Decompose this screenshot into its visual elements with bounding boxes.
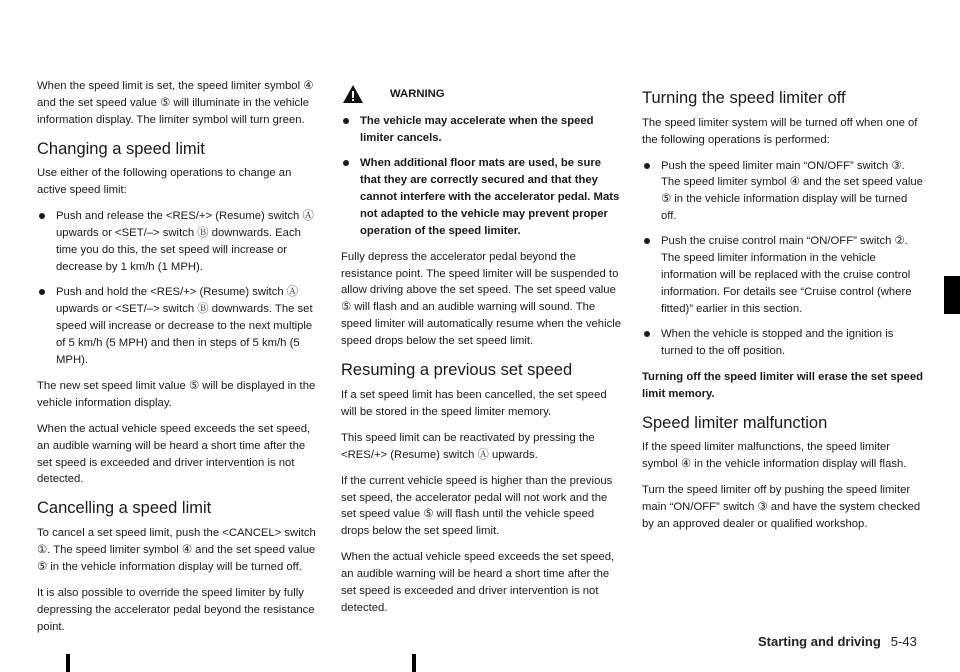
warning-header (341, 84, 623, 104)
intro-paragraph: When the speed limit is set, the speed limiter symbol ④ and the set speed value ⑤ will illuminate in the vehicle information display. The limiter symbol will turn green. (37, 80, 314, 126)
changing-paragraph: The new set speed limit value ⑤ will be displayed in the vehicle information display. (37, 379, 316, 409)
heading-cancelling-speed-limit: Cancelling a speed limit (37, 499, 212, 518)
changing-bullet-list (37, 208, 319, 368)
crop-mark (66, 654, 70, 672)
page-number: 5-43 (890, 634, 917, 649)
warning-bullet-list (341, 113, 623, 240)
cancelling-paragraph: To cancel a set speed limit, push the <CANCEL> switch ①. The speed limiter symbol ④ and the set speed value ⑤ in the vehicle information display will be turned off. (37, 527, 316, 573)
cancelling-paragraph: It is also possible to override the speed limiter by fully depressing the accelerator pedal beyond the resistance point. (37, 586, 315, 633)
resuming-paragraph: If the current vehicle speed is higher than the previous set speed, the accelerator pedal will not work and the set speed value ⑤ will flash until the vehicle speed drops below the set speed limit. (341, 474, 613, 538)
list-item: The vehicle may accelerate when the speed limiter cancels. (341, 113, 623, 147)
resuming-paragraph: When the actual vehicle speed exceeds the set speed, an audible warning will be heard a short time after the set speed is exceeded and driver intervention is not detected. (341, 551, 615, 615)
override-paragraph: Fully depress the accelerator pedal beyond the resistance point. The speed limiter will be suspended to allow driving above the set speed. The set speed value ⑤ will flash and an audible warning will sound. The speed limiter will automatically resume when the vehicle speed drops below the set speed limit. (341, 250, 622, 348)
column-right (642, 78, 924, 542)
column-left (37, 78, 319, 645)
list-item: When the vehicle is stopped and the ignition is turned to the off position. (642, 326, 924, 360)
list-item: When additional floor mats are used, be sure that they are correctly secured and that they cannot interfere with the accelerator pedal. Mats not adapted to the vehicle may prevent proper operation of the speed limiter. (341, 155, 623, 240)
list-item: Push the speed limiter main “ON/OFF” switch ③. The speed limiter symbol ④ and the set speed value ⑤ in the vehicle information display will be turned off. (642, 158, 924, 226)
changing-intro: Use either of the following operations to change an active speed limit: (37, 167, 292, 197)
heading-resuming-speed: Resuming a previous set speed (341, 361, 573, 380)
list-item: Push the cruise control main “ON/OFF” switch ②. The speed limiter information in the vehicle information will be replaced with the cruise control information. For details see “Cruise control (where fitted)” earlier in this section. (642, 233, 924, 318)
turning-off-intro: The speed limiter system will be turned off when one of the following operations is performed: (642, 116, 918, 146)
list-item: Push and hold the <RES/+> (Resume) switch Ⓐ upwards or <SET/–> switch Ⓑ downwards. The set speed will increase or decrease to the next multiple of 5 km/h (5 MPH) and then in steps of 5 km/h (5 MPH). (37, 284, 319, 369)
resuming-paragraph: If a set speed limit has been cancelled, the set speed will be stored in the speed limiter memory. (341, 388, 607, 418)
column-middle (341, 78, 623, 626)
changing-paragraph: When the actual vehicle speed exceeds the set speed, an audible warning will be heard a short time after the set speed is exceeded and driver intervention is not detected. (37, 422, 311, 486)
heading-turning-off: Turning the speed limiter off (642, 89, 846, 107)
malfunction-paragraph: Turn the speed limiter off by pushing the speed limiter main “ON/OFF” switch ③ and have the system checked by an approved dealer or qualified workshop. (642, 484, 921, 531)
turning-off-bullet-list (642, 158, 924, 360)
warning-triangle-icon (342, 84, 364, 104)
heading-malfunction: Speed limiter malfunction (642, 413, 828, 432)
footer-section-title: Starting and driving (758, 634, 881, 649)
crop-mark (412, 654, 416, 672)
heading-changing-speed-limit: Changing a speed limit (37, 139, 205, 158)
resuming-paragraph: This speed limit can be reactivated by pressing the <RES/+> (Resume) switch Ⓐ upwards. (341, 431, 595, 461)
list-item: Push and release the <RES/+> (Resume) switch Ⓐ upwards or <SET/–> switch Ⓑ downwards. Each time you do this, the set speed will increase or decrease by 1 km/h (1 MPH). (37, 208, 319, 276)
page-footer (758, 634, 917, 649)
malfunction-paragraph: If the speed limiter malfunctions, the speed limiter symbol ④ in the vehicle information display will flash. (642, 441, 907, 471)
section-thumb-tab (944, 276, 960, 314)
memory-note: Turning off the speed limiter will erase the set speed limit memory. (642, 370, 924, 400)
warning-label: WARNING (390, 87, 445, 100)
